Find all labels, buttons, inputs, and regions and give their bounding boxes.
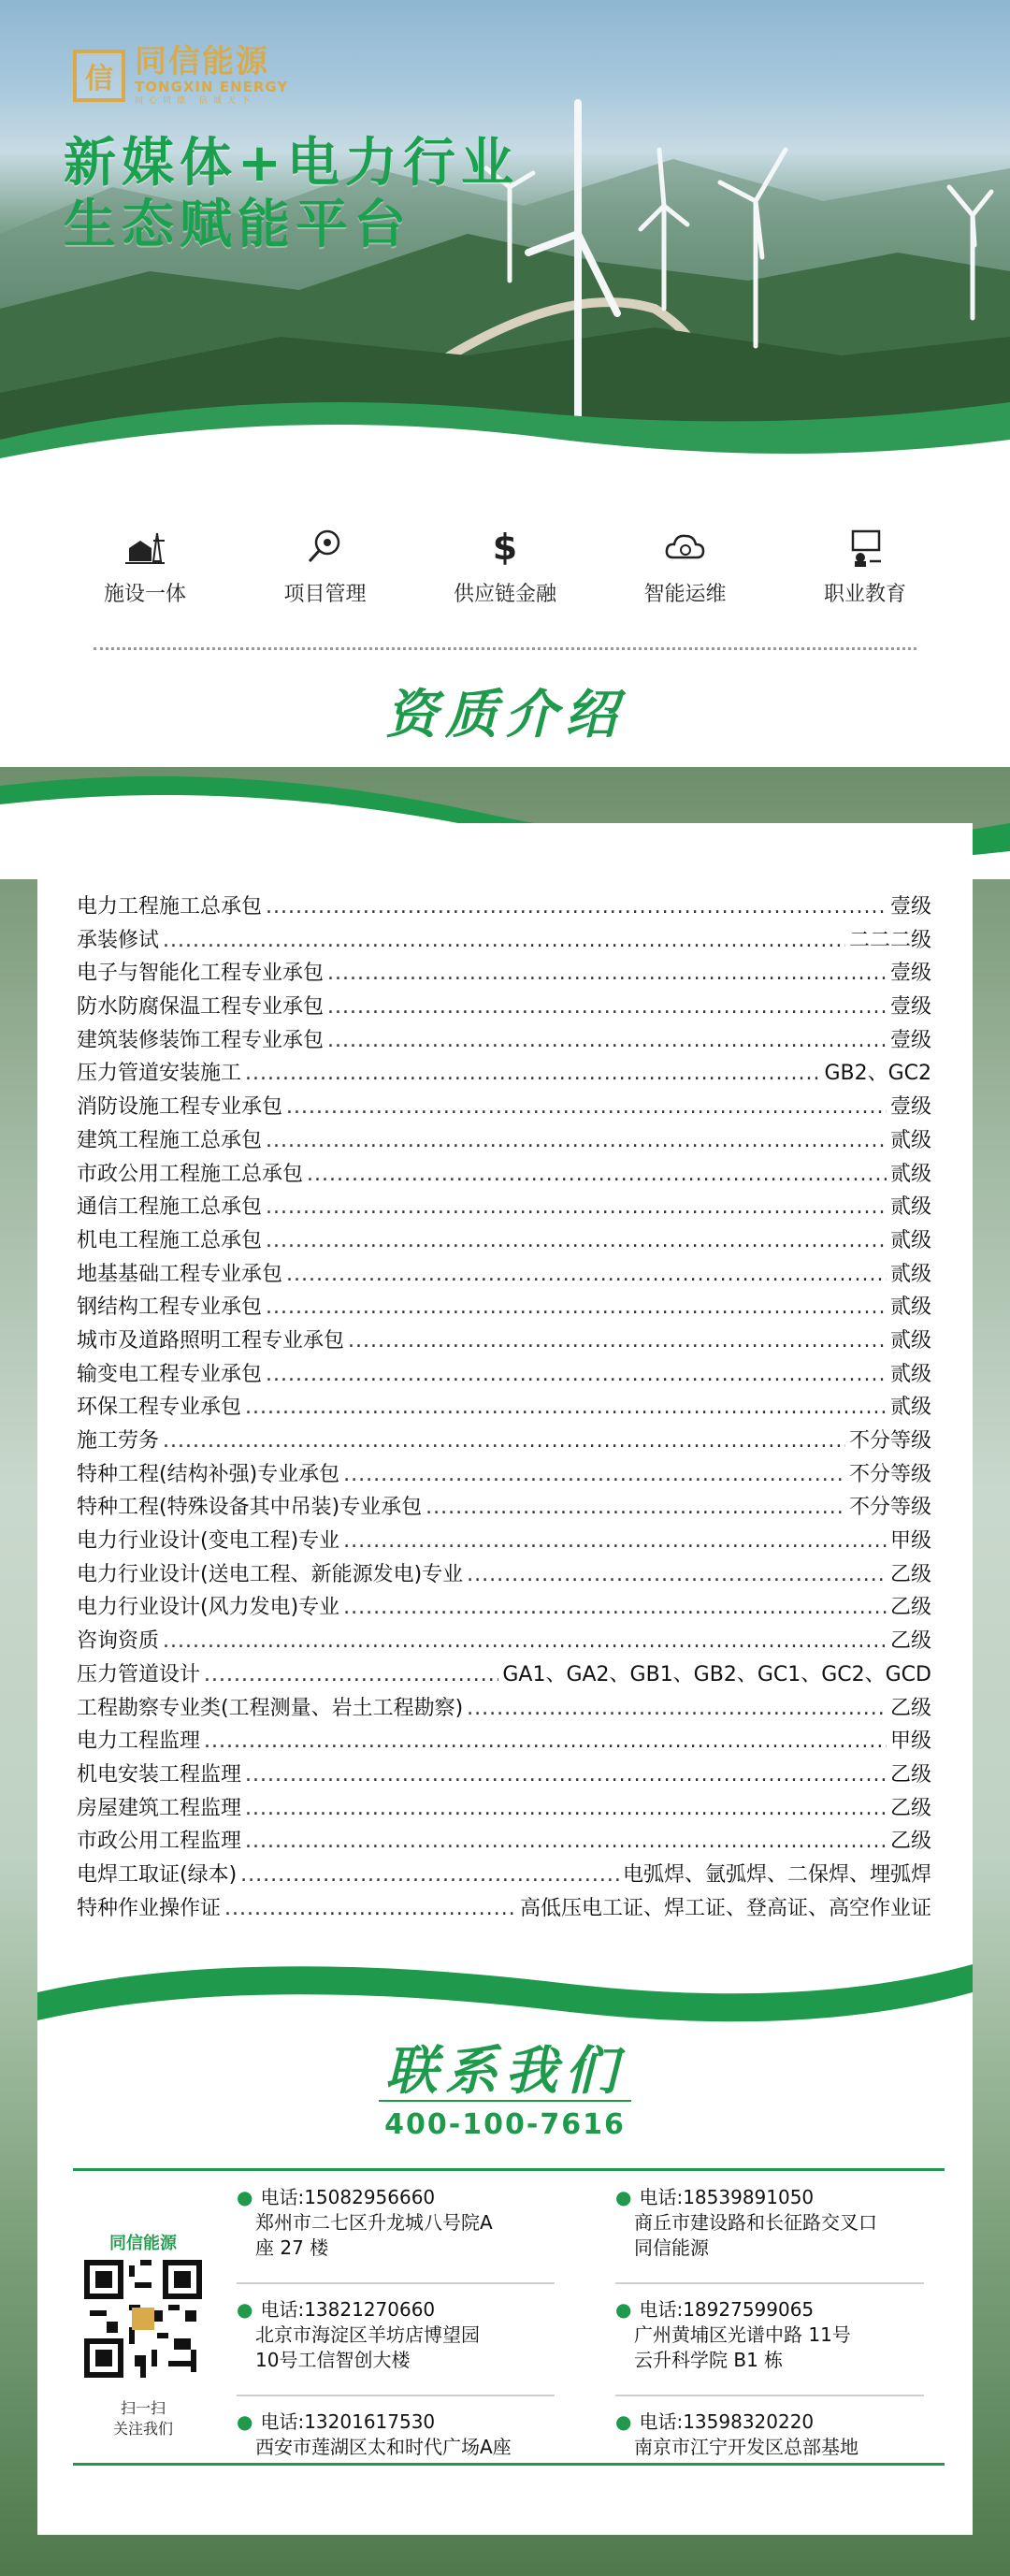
office-address: 郑州市二七区升龙城八号院A — [255, 2211, 493, 2234]
qualification-grade: 乙级 — [889, 1696, 931, 1720]
dot-leader — [240, 1863, 619, 1887]
qualification-name: 施工劳务 — [77, 1429, 160, 1453]
office-address: 同信能源 — [634, 2236, 709, 2259]
dot-leader — [286, 1263, 887, 1286]
qualification-row — [77, 1525, 931, 1558]
qualification-name: 特种作业操作证 — [77, 1896, 222, 1920]
brand-logo — [73, 45, 288, 107]
brand-text — [135, 45, 288, 107]
qr-caption-line2: 关注我们 — [112, 2420, 173, 2438]
brand-name-en: TONGXIN ENERGY — [135, 79, 289, 95]
qualification-grade: 乙级 — [889, 1562, 931, 1586]
qualification-row — [77, 957, 931, 991]
qualification-row — [77, 1758, 931, 1792]
office-divider — [237, 2395, 555, 2396]
qualification-grade: 贰级 — [889, 1195, 931, 1220]
dot-leader — [245, 1763, 887, 1787]
qualification-row — [77, 1158, 931, 1192]
hero-title — [64, 133, 519, 256]
bullet-icon: ● — [237, 2298, 253, 2321]
qualification-row — [77, 1658, 931, 1692]
hotline-divider — [379, 2100, 631, 2102]
qualification-name: 地基基础工程专业承包 — [77, 1262, 283, 1286]
qualification-grade: 贰级 — [889, 1396, 931, 1420]
office-nanjing — [615, 2410, 858, 2460]
office-address: 广州黄埔区光谱中路 11号 — [634, 2323, 851, 2346]
qualification-row — [77, 1425, 931, 1458]
feature-label: 智能运维 — [643, 583, 727, 606]
qualification-name: 机电工程施工总承包 — [77, 1228, 263, 1252]
qualification-row — [77, 1859, 931, 1892]
dot-leader — [286, 1095, 887, 1119]
qualification-grade: 不分等级 — [848, 1496, 931, 1520]
qualification-grade: 电弧焊、氩弧焊、二保焊、埋弧焊 — [622, 1862, 931, 1887]
qualification-row — [77, 1792, 931, 1826]
dot-leader — [245, 1396, 887, 1419]
hotline-number: 400-100-7616 — [384, 2108, 626, 2141]
qualification-name: 市政公用工程施工总承包 — [77, 1162, 304, 1186]
office-tel: 电话:18539891050 — [639, 2186, 815, 2208]
office-tel: 电话:15082956660 — [260, 2186, 436, 2208]
qualification-name: 机电安装工程监理 — [77, 1762, 242, 1787]
hero-title-line1: 新媒体+电力行业 — [64, 133, 519, 194]
qualification-grade: 乙级 — [889, 1629, 931, 1654]
office-zhengzhou — [237, 2185, 493, 2261]
qr-title: 同信能源 — [109, 2234, 177, 2253]
hero-title-line2: 生态赋能平台 — [64, 195, 411, 255]
qualification-name: 咨询资质 — [77, 1629, 160, 1654]
bullet-icon: ● — [615, 2298, 632, 2321]
qualification-grade: 壹级 — [889, 1095, 931, 1120]
dot-leader — [163, 1429, 845, 1453]
dot-leader — [245, 1062, 820, 1085]
dot-leader — [467, 1563, 887, 1586]
qualification-row — [77, 1358, 931, 1392]
qualification-grade: 贰级 — [889, 1328, 931, 1353]
office-address: 云升科学院 B1 栋 — [634, 2349, 784, 2371]
dot-leader — [343, 1463, 845, 1486]
qualification-name: 通信工程施工总承包 — [77, 1195, 263, 1220]
qualification-name: 电力行业设计(变电工程)专业 — [77, 1529, 340, 1554]
dot-leader — [327, 995, 887, 1019]
qualification-grade: 乙级 — [889, 1796, 931, 1820]
qualification-row — [77, 1591, 931, 1625]
qualification-grade: GA1、GA2、GB1、GB2、GC1、GC2、GCD — [502, 1662, 931, 1686]
dot-leader — [426, 1496, 845, 1519]
brand-slogan: 同心同德 信诚天下 — [135, 96, 255, 106]
qualification-row — [77, 1258, 931, 1292]
qualification-row — [77, 890, 931, 924]
bullet-icon: ● — [237, 2410, 253, 2433]
qualification-row — [77, 1324, 931, 1358]
dot-leader — [224, 1897, 516, 1920]
office-tel: 电话:13598320220 — [639, 2410, 815, 2433]
qualifications-title: 资质介绍 — [385, 685, 625, 745]
qualification-grade: 壹级 — [889, 995, 931, 1020]
qualification-name: 市政公用工程监理 — [77, 1830, 242, 1854]
feature-label: 供应链金融 — [453, 583, 556, 606]
dot-leader — [327, 962, 887, 985]
feature-item — [246, 524, 405, 617]
office-address: 南京市江宁开发区总部基地 — [634, 2436, 858, 2458]
gear-search-icon — [302, 524, 349, 571]
qualification-grade: 甲级 — [889, 1529, 931, 1554]
qualification-row — [77, 1491, 931, 1525]
brand-name-cn: 同信能源 — [135, 43, 269, 80]
dot-leader — [163, 1629, 887, 1653]
qualification-row — [77, 1558, 931, 1592]
svg-text:$: $ — [492, 527, 518, 568]
computer-teacher-icon — [842, 524, 888, 571]
dot-leader — [163, 929, 845, 952]
brand-mark-icon: 信 — [73, 50, 125, 102]
dot-leader — [343, 1529, 887, 1553]
qualification-grade: 贰级 — [889, 1262, 931, 1286]
dot-leader — [343, 1596, 887, 1619]
qualification-name: 承装修试 — [77, 928, 160, 952]
qualification-name: 电力行业设计(送电工程、新能源发电)专业 — [77, 1562, 464, 1586]
qualification-row — [77, 1391, 931, 1425]
qualification-grade: 贰级 — [889, 1228, 931, 1252]
office-xian — [237, 2410, 512, 2460]
feature-item — [786, 524, 945, 617]
dot-leader — [266, 895, 887, 919]
office-address: 座 27 楼 — [255, 2236, 329, 2259]
qualification-list — [77, 890, 931, 1925]
feature-label: 施设一体 — [103, 583, 186, 606]
dot-leader — [245, 1797, 887, 1820]
bullet-icon: ● — [615, 2186, 632, 2208]
feature-row — [65, 524, 945, 617]
dot-leader — [204, 1663, 498, 1686]
qualification-name: 输变电工程专业承包 — [77, 1362, 263, 1386]
qualification-grade: 高低压电工证、焊工证、登高证、高空作业证 — [519, 1896, 931, 1920]
qualification-row — [77, 1224, 931, 1258]
power-house-icon — [122, 524, 168, 571]
qualification-grade: 贰级 — [889, 1295, 931, 1320]
qualification-name: 城市及道路照明工程专业承包 — [77, 1328, 345, 1353]
qualification-name: 消防设施工程专业承包 — [77, 1095, 283, 1120]
dot-leader — [467, 1697, 887, 1720]
qualification-grade: 二二二级 — [848, 928, 931, 952]
dot-leader — [204, 1729, 887, 1753]
qualification-name: 工程勘察专业类(工程测量、岩土工程勘察) — [77, 1696, 464, 1720]
contact-title: 联系我们 — [385, 2041, 625, 2102]
qualification-grade: 乙级 — [889, 1830, 931, 1854]
dot-leader — [348, 1329, 887, 1353]
office-divider — [615, 2395, 924, 2396]
cloud-gear-icon — [662, 524, 709, 571]
green-wave-contact — [37, 1955, 973, 2039]
qualification-grade: 壹级 — [889, 895, 931, 919]
qr-caption-line1: 扫一扫 — [120, 2399, 166, 2417]
qualification-name: 电力工程监理 — [77, 1729, 201, 1754]
feature-item — [426, 524, 584, 617]
bullet-icon: ● — [615, 2410, 632, 2433]
qualification-row — [77, 1291, 931, 1324]
qualification-name: 环保工程专业承包 — [77, 1396, 242, 1420]
dot-leader — [266, 1195, 887, 1219]
feature-label: 项目管理 — [283, 583, 367, 606]
dot-leader — [266, 1295, 887, 1319]
feature-label: 职业教育 — [823, 583, 906, 606]
qualification-row — [77, 1191, 931, 1224]
qr-code-icon — [84, 2260, 202, 2378]
qualification-grade: 甲级 — [889, 1729, 931, 1754]
qualification-name: 钢结构工程专业承包 — [77, 1295, 263, 1320]
office-beijing — [237, 2297, 480, 2373]
dot-leader — [327, 1029, 887, 1052]
qualification-name: 建筑装修装饰工程专业承包 — [77, 1028, 325, 1052]
qualification-grade: 不分等级 — [848, 1462, 931, 1486]
qualification-name: 电子与智能化工程专业承包 — [77, 962, 325, 986]
feature-item — [606, 524, 765, 617]
qualification-grade: 不分等级 — [848, 1429, 931, 1453]
office-tel: 电话:18927599065 — [639, 2298, 815, 2321]
qualification-grade: 贰级 — [889, 1128, 931, 1152]
qualification-grade: 贰级 — [889, 1162, 931, 1186]
qualification-row — [77, 1692, 931, 1726]
hero-banner — [0, 0, 1010, 505]
qualification-grade: GB2、GC2 — [824, 1062, 931, 1086]
office-divider — [237, 2282, 555, 2284]
qualification-name: 电力行业设计(风力发电)专业 — [77, 1596, 340, 1620]
qualification-grade: 乙级 — [889, 1596, 931, 1620]
dollar-icon — [482, 524, 528, 571]
office-guangzhou — [615, 2297, 851, 2373]
dot-leader — [266, 1129, 887, 1152]
qualification-grade: 壹级 — [889, 1028, 931, 1052]
office-address: 西安市莲湖区太和时代广场A座 — [255, 2436, 512, 2458]
dot-leader — [307, 1163, 887, 1186]
office-shangqiu — [615, 2185, 877, 2261]
qualification-grade: 乙级 — [889, 1762, 931, 1787]
qualification-row — [77, 1124, 931, 1158]
qualification-row — [77, 1892, 931, 1926]
qualification-name: 电力工程施工总承包 — [77, 895, 263, 919]
qualification-name: 防水防腐保温工程专业承包 — [77, 995, 325, 1020]
qualification-row — [77, 1024, 931, 1058]
qualification-name: 电焊工取证(绿本) — [77, 1862, 238, 1887]
office-address: 北京市海淀区羊坊店博望园 — [255, 2323, 480, 2346]
qualification-row — [77, 924, 931, 958]
office-address: 10号工信智创大楼 — [255, 2349, 411, 2371]
office-divider — [615, 2282, 924, 2284]
qualification-row — [77, 1725, 931, 1758]
dot-leader — [266, 1229, 887, 1252]
feature-item — [65, 524, 224, 617]
office-tel: 电话:13821270660 — [260, 2298, 436, 2321]
qualification-grade: 贰级 — [889, 1362, 931, 1386]
office-tel: 电话:13201617530 — [260, 2410, 436, 2433]
dot-leader — [245, 1830, 887, 1853]
qualification-name: 压力管道安装施工 — [77, 1062, 242, 1086]
qualification-name: 特种工程(特殊设备其中吊装)专业承包 — [77, 1496, 423, 1520]
qualification-row — [77, 991, 931, 1024]
bullet-icon: ● — [237, 2186, 253, 2208]
qualification-row — [77, 1458, 931, 1492]
qualification-name: 特种工程(结构补强)专业承包 — [77, 1462, 340, 1486]
qualification-grade: 壹级 — [889, 962, 931, 986]
dot-leader — [266, 1363, 887, 1386]
qualification-name: 房屋建筑工程监理 — [77, 1796, 242, 1820]
qualification-name: 建筑工程施工总承包 — [77, 1128, 263, 1152]
qualification-row — [77, 1057, 931, 1091]
qualification-row — [77, 1825, 931, 1859]
qualification-row — [77, 1091, 931, 1124]
office-address: 商丘市建设路和长征路交叉口 — [634, 2211, 877, 2234]
qr-caption — [73, 2398, 213, 2439]
dotted-divider — [94, 647, 916, 650]
qualification-row — [77, 1625, 931, 1658]
qualification-name: 压力管道设计 — [77, 1662, 201, 1686]
